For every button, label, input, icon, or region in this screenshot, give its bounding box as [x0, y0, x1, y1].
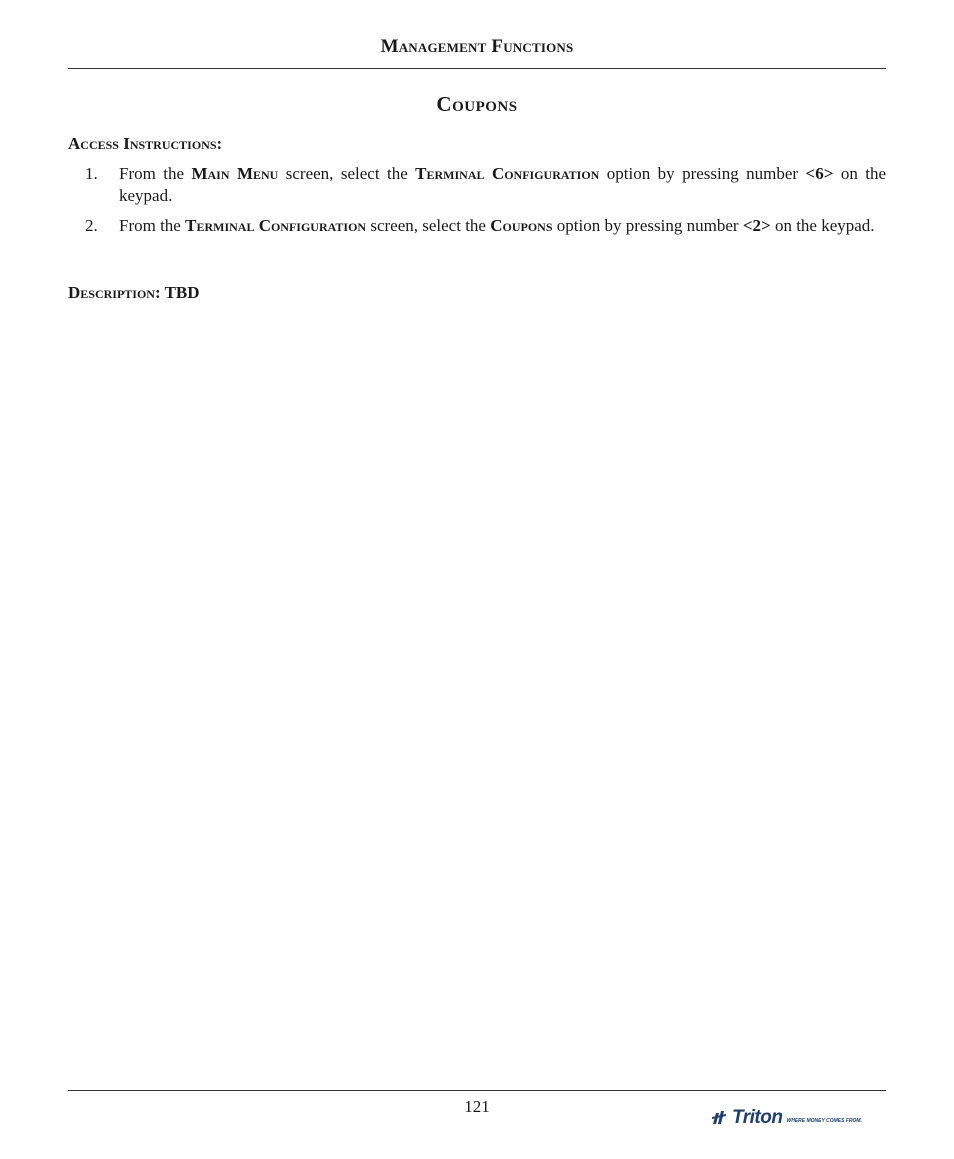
description-line: [68, 283, 200, 303]
triton-logo-icon: [710, 1109, 728, 1127]
step-text: option by pressing number: [552, 216, 743, 235]
step-item: [68, 215, 886, 237]
running-header: Management Functions: [380, 36, 574, 57]
access-instructions-label: Access Instructions:: [68, 134, 223, 153]
step-text: option by pressing number: [599, 164, 806, 183]
description-value: : TBD: [154, 283, 200, 302]
menu-name: Main Menu: [191, 164, 279, 183]
step-text: screen, select the: [366, 216, 491, 235]
step-item: [68, 163, 886, 207]
section-title: Coupons: [436, 92, 518, 116]
option-name: Terminal Configuration: [415, 164, 600, 183]
step-number: 1.: [85, 164, 98, 183]
step-text: screen, select the: [278, 164, 416, 183]
footer-rule: [68, 1090, 886, 1091]
menu-name: Terminal Configuration: [185, 216, 367, 235]
step-text: on the keypad.: [119, 164, 887, 205]
page-number: 121: [464, 1097, 490, 1116]
keypad-key: <2>: [742, 216, 771, 235]
access-steps-list: [68, 163, 886, 245]
description-label: Description: [68, 283, 155, 302]
step-text: From the: [119, 216, 186, 235]
keypad-key: <6>: [805, 164, 834, 183]
option-name: Coupons: [490, 216, 553, 235]
logo-tagline: WHERE MONEY COMES FROM.: [786, 1118, 862, 1124]
step-number: 2.: [85, 216, 98, 235]
triton-logo: [710, 1106, 862, 1130]
step-text: From the: [119, 164, 192, 183]
logo-wordmark: Triton: [732, 1107, 783, 1128]
step-text: on the keypad.: [770, 216, 875, 235]
header-rule: [68, 68, 886, 69]
